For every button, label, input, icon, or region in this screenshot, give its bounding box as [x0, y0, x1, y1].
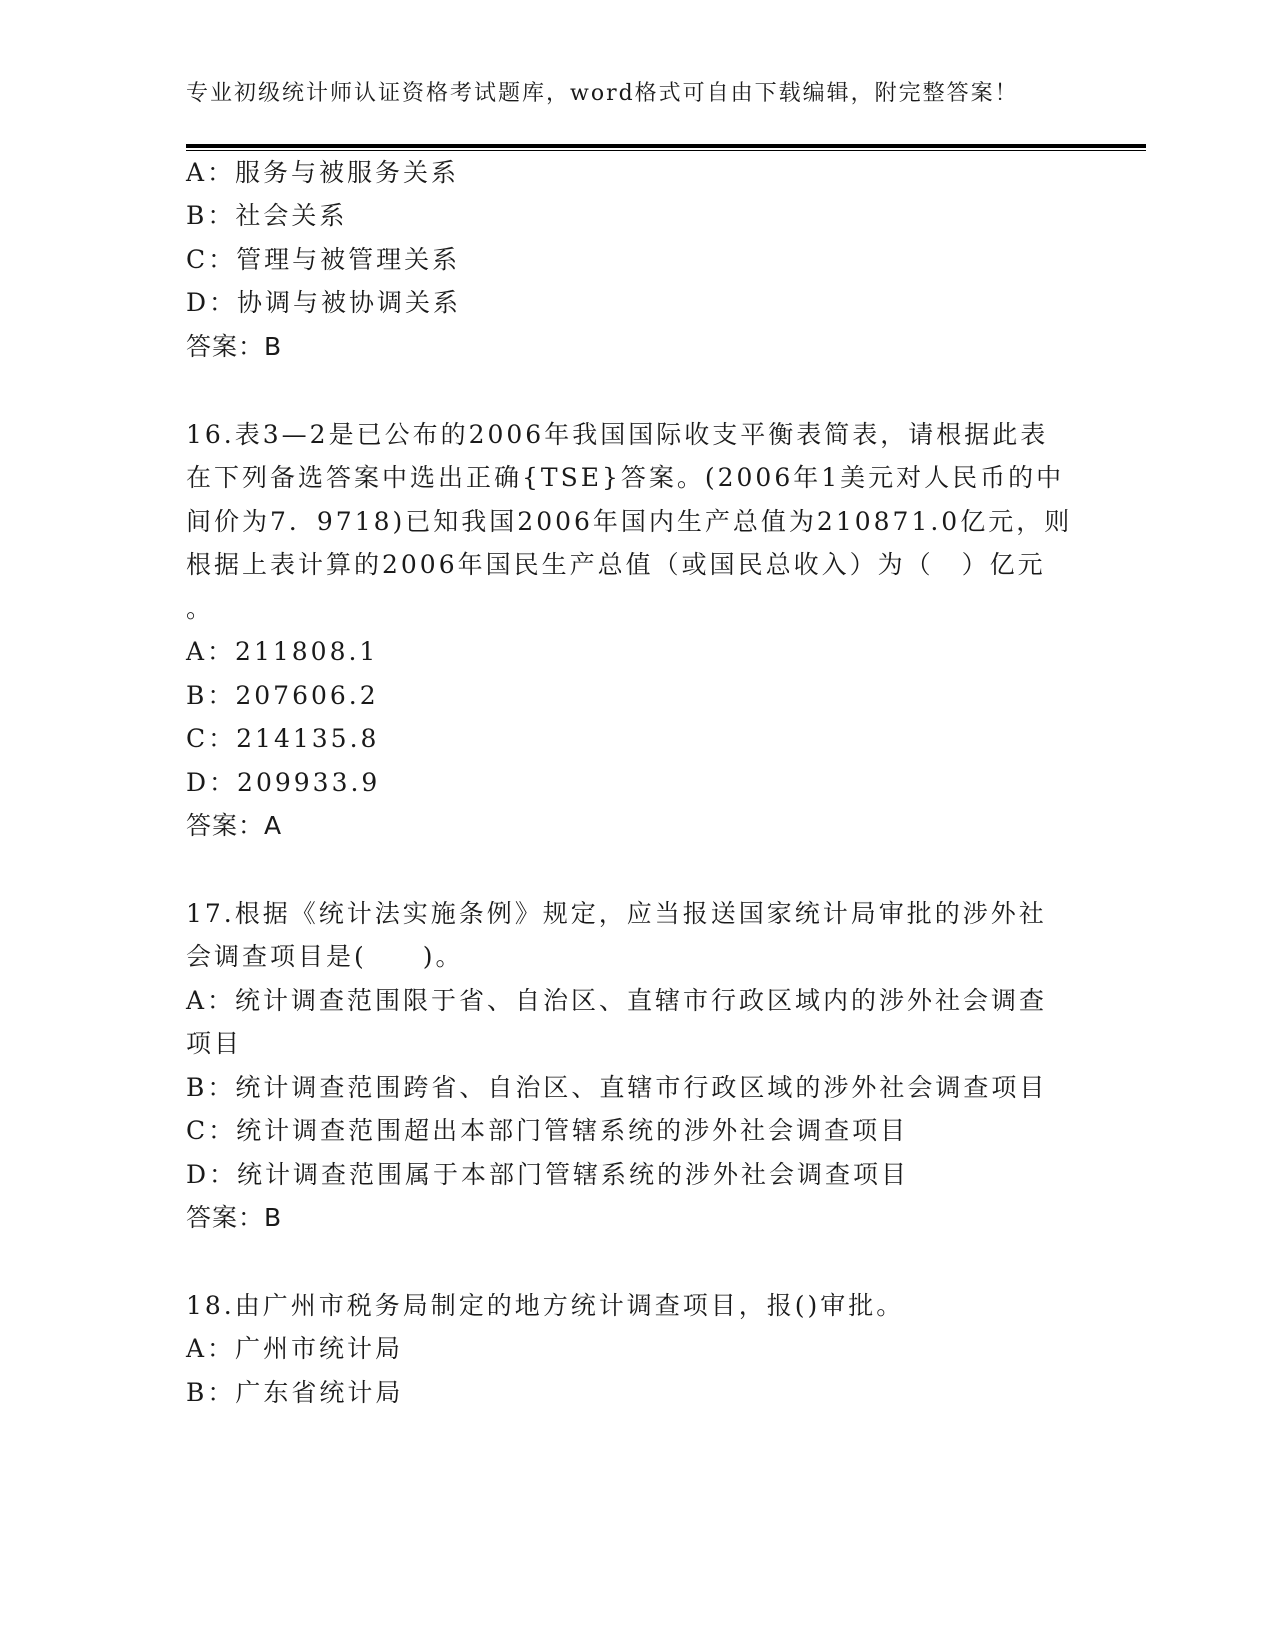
header-rule-thick	[186, 144, 1146, 148]
q16-stem-line: 在下列备选答案中选出正确{TSE}答案。(2006年1美元对人民币的中	[186, 463, 1065, 492]
q15-option-b: B：社会关系	[186, 201, 348, 230]
q18-option-a: A：广州市统计局	[186, 1334, 404, 1363]
q16-stem-line: 根据上表计算的2006年国民生产总值（或国民总收入）为（ ）亿元	[186, 550, 1046, 579]
q16-stem-line: 。	[186, 594, 215, 623]
q16-option-b: B：207606.2	[186, 681, 379, 710]
q17-option-a: A：统计调查范围限于省、自治区、直辖市行政区域内的涉外社会调查	[186, 986, 1048, 1015]
q17-option-d: D：统计调查范围属于本部门管辖系统的涉外社会调查项目	[186, 1160, 910, 1189]
q16-stem-line: 16.表3—2是已公布的2006年我国国际收支平衡表简表，请根据此表	[186, 420, 1049, 449]
q17-option-b: B：统计调查范围跨省、自治区、直辖市行政区域的涉外社会调查项目	[186, 1073, 1048, 1102]
q18-stem-line: 18.由广州市税务局制定的地方统计调查项目，报()审批。	[186, 1291, 905, 1320]
q16-option-a: A：211808.1	[186, 637, 379, 666]
q15-option-c: C：管理与被管理关系	[186, 245, 461, 274]
q16-option-c: C：214135.8	[186, 724, 380, 753]
q17-option-c: C：统计调查范围超出本部门管辖系统的涉外社会调查项目	[186, 1116, 909, 1145]
page-header: 专业初级统计师认证资格考试题库，word格式可自由下载编辑，附完整答案！	[186, 81, 1019, 106]
q15-option-a: A：服务与被服务关系	[186, 158, 460, 187]
header-rule-thin	[186, 150, 1146, 151]
q17-option-a-cont: 项目	[186, 1029, 243, 1058]
q17-answer: 答案：B	[186, 1203, 283, 1232]
q16-stem-line: 间价为7．9718)已知我国2006年国内生产总值为210871.0亿元，则	[186, 507, 1073, 536]
q16-answer: 答案：A	[186, 811, 283, 840]
q16-option-d: D：209933.9	[186, 768, 381, 797]
q15-answer: 答案：B	[186, 332, 283, 361]
q18-option-b: B：广东省统计局	[186, 1378, 404, 1407]
q15-option-d: D：协调与被协调关系	[186, 288, 462, 317]
q17-stem-line: 17.根据《统计法实施条例》规定，应当报送国家统计局审批的涉外社	[186, 899, 1047, 928]
q17-stem-line: 会调查项目是( )。	[186, 942, 464, 971]
